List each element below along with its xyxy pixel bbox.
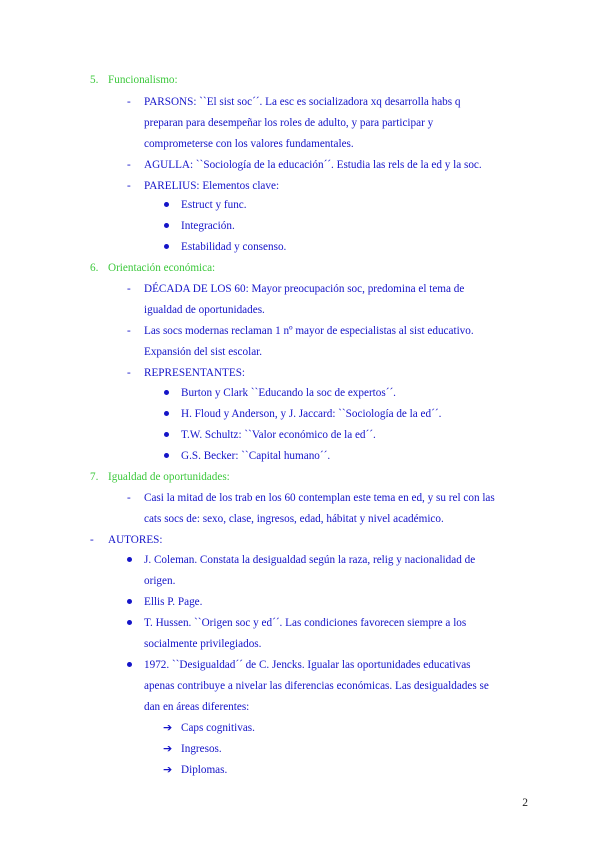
dash-marker: - [127,180,131,192]
dash-marker: - [127,492,131,504]
section-6-number: 6. [90,262,99,274]
coleman-line-1: J. Coleman. Constata la desigualdad según la raza, relig y nacionalidad de [144,554,476,566]
coleman-line-2: origen. [144,575,176,587]
igualdad-line-2: cats socs de: sexo, clase, ingresos, edad, hábitat y nivel académico. [144,513,444,525]
bullet-icon [164,390,169,395]
dash-marker: - [127,96,131,108]
bullet-icon [164,223,169,228]
bullet-icon [127,620,132,625]
jencks-line-2: apenas contribuye a nivelar las diferencias económicas. Las desigualdades se [144,680,489,692]
hussen-line-2: socialmente privilegiados. [144,638,262,650]
arrow-right-icon: ➔ [163,763,173,776]
section-5-title: Funcionalismo: [108,74,178,86]
parsons-line-2: preparan para desempeñar los roles de adulto, y para participar y [144,117,434,129]
jencks-line-1: 1972. ``Desigualdad´´ de C. Jencks. Igualar las oportunidades educativas [144,659,471,671]
parsons-line-3: comprometerse con los valores fundamentales. [144,138,354,150]
dash-marker: - [90,534,94,546]
bullet-icon [127,557,132,562]
socs-line-1: Las socs modernas reclaman 1 nº mayor de especialistas al sist educativo. [144,325,474,337]
dash-marker: - [127,283,131,295]
socs-line-2: Expansión del sist escolar. [144,346,263,358]
representantes-line: REPRESENTANTES: [144,367,246,379]
parsons-line-1: PARSONS: ``El sist soc´´. La esc es socializadora xq desarrolla habs q [144,96,461,108]
bullet-icon [164,453,169,458]
section-6-title: Orientación económica: [108,262,216,274]
dash-marker: - [127,159,131,171]
arrow-right-icon: ➔ [163,721,173,734]
dash-marker: - [127,325,131,337]
representante-1: Burton y Clark ``Educando la soc de expertos´´. [181,387,396,399]
page-line: Ellis P. Page. [144,596,203,608]
section-7-title: Igualdad de oportunidades: [108,471,230,483]
parelius-bullet-3: Estabilidad y consenso. [181,241,287,253]
representante-4: G.S. Becker: ``Capital humano´´. [181,450,331,462]
dash-marker: - [127,367,131,379]
representante-3: T.W. Schultz: ``Valor económico de la ed´´. [181,429,376,441]
bullet-icon [164,202,169,207]
decada-line-1: DÉCADA DE LOS 60: Mayor preocupación soc, predomina el tema de [144,283,465,295]
area-3: Diplomas. [181,764,228,776]
bullet-icon [164,432,169,437]
section-5-number: 5. [90,74,99,86]
arrow-right-icon: ➔ [163,742,173,755]
hussen-line-1: T. Hussen. ``Origen soc y ed´´. Las condiciones favorecen siempre a los [144,617,467,629]
representante-2: H. Floud y Anderson, y J. Jaccard: ``Sociología de la ed´´. [181,408,442,420]
area-1: Caps cognitivas. [181,722,255,734]
parelius-bullet-2: Integración. [181,220,235,232]
bullet-icon [164,411,169,416]
area-2: Ingresos. [181,743,222,755]
bullet-icon [127,662,132,667]
page-number: 2 [522,797,528,809]
parelius-bullet-1: Estruct y func. [181,199,247,211]
autores-label: AUTORES: [108,534,163,546]
section-7-number: 7. [90,471,99,483]
bullet-icon [164,244,169,249]
igualdad-line-1: Casi la mitad de los trab en los 60 contemplan este tema en ed, y su rel con las [144,492,495,504]
parelius-line: PARELIUS: Elementos clave: [144,180,280,192]
decada-line-2: igualdad de oportunidades. [144,304,265,316]
agulla-line: AGULLA: ``Sociología de la educación´´. Estudia las rels de la ed y la soc. [144,159,482,171]
jencks-line-3: dan en áreas diferentes: [144,701,250,713]
bullet-icon [127,599,132,604]
